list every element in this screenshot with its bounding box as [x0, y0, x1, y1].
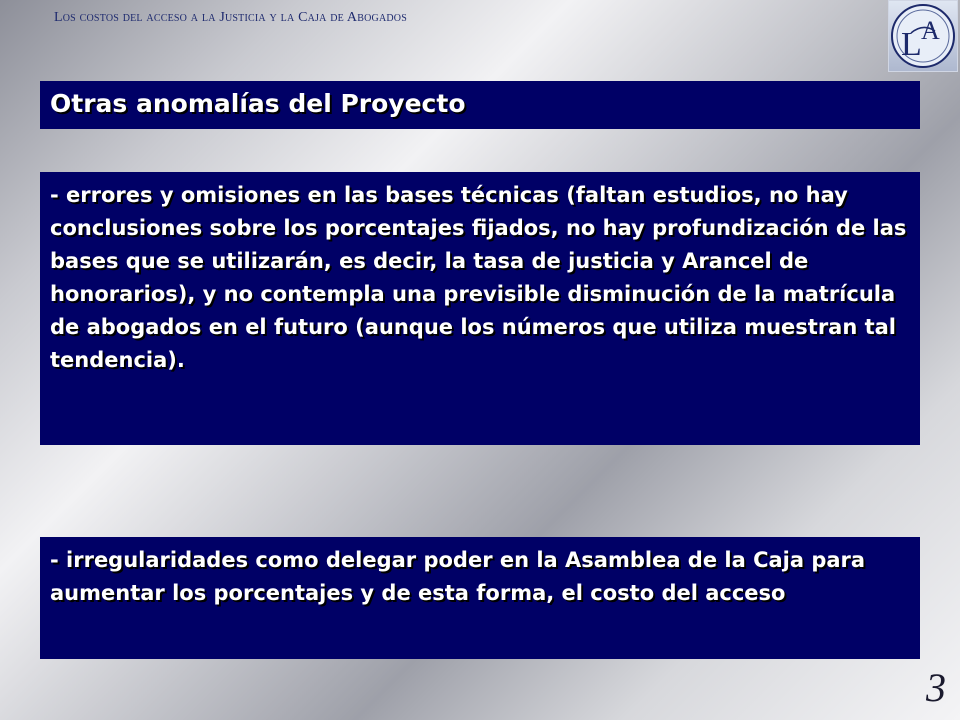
point-text-technical-errors: - errores y omisiones en las bases técnicas (faltan estudios, no hay conclusiones sobre los porcentajes fijados, no hay profundización de las bases que se utilizarán, es decir, la tasa de justicia y Arancel de honorarios), y no contempla una previsible disminución de la matrícula de abogados en el futuro (aunque los números que utiliza muestran tal tendencia).	[50, 183, 907, 372]
section-title: Otras anomalías del Proyecto	[50, 89, 466, 118]
presentation-header-title: Los costos del acceso a la Justicia y la Caja de Abogados	[54, 10, 407, 25]
svg-text:A: A	[921, 16, 940, 45]
slide-number: 3	[926, 665, 946, 710]
seal-icon	[889, 1, 957, 71]
svg-text:L: L	[901, 26, 922, 63]
point-box-irregularities	[40, 537, 920, 659]
point-box-technical-errors	[40, 172, 920, 445]
section-title-bar	[40, 81, 920, 129]
law-seal-logo	[888, 0, 958, 72]
point-text-irregularities: - irregularidades como delegar poder en la Asamblea de la Caja para aumentar los porcentajes y de esta forma, el costo del acceso	[50, 548, 866, 605]
